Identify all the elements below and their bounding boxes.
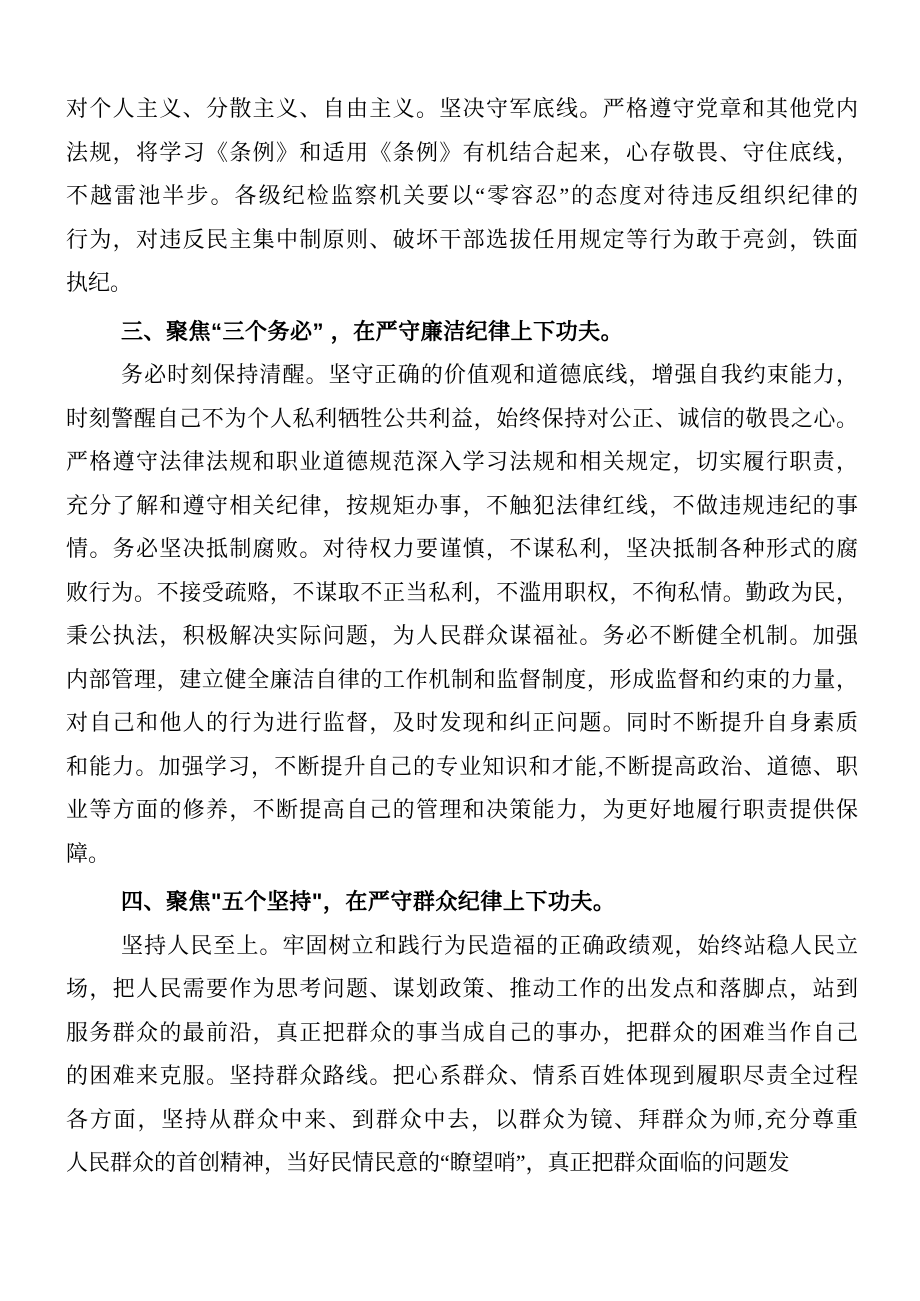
body-text-line: 人民群众的首创精神，当好民情民意的“瞭望哨”，真正把群众面临的问题发 [66,1150,790,1175]
body-text-line: 服务群众的最前沿，真正把群众的事当成自己的事办，把群众的困难当作自己 [66,1019,858,1045]
paragraph [66,353,858,875]
body-text-line: 各方面，坚持从群众中来、到群众中去，以群众为镜、拜群众为师,充分尊重 [66,1106,858,1132]
body-text-line: 败行为。不接受疏赂，不谋取不正当私利，不滥用职权，不徇私情。勤政为民， [66,579,858,605]
body-text-line: 和能力。加强学习，不断提升自己的专业知识和才能,不断提高政治、道德、职 [66,753,858,779]
body-text-line: 情。务必坚决抵制腐败。对待权力要谨慎，不谋私利，坚决抵制各种形式的腐 [66,536,858,561]
body-text-line: 时刻警醒自己不为个人私利牺牲公共利益，始终保持对公正、诚信的敬畏之心。 [66,405,858,431]
body-text-line: 务必时刻保持清醒。坚守正确的价值观和道德底线，增强自我约束能力， [121,362,858,387]
section-heading [66,310,858,354]
body-text-line: 对个人主义、分散主义、自由主义。坚决守军底线。严格遵守党章和其他党内 [66,96,858,121]
body-text-line: 坚持人民至上。牢固树立和践行为民造福的正确政绩观，始终站稳人民立 [121,932,858,958]
section-heading [66,880,858,924]
heading-text-line: 三、聚焦“三个务必” ，在严守廉洁纪律上下功夫。 [121,318,624,344]
body-text-line: 法规，将学习《条例》和适用《条例》有机结合起来，心存敬畏、守住底线， [66,139,858,165]
body-text-line: 不越雷池半步。各级纪检监察机关要以“零容忍”的态度对待违反组织纪律的 [66,183,858,208]
body-text-line: 行为，对违反民主集中制原则、破坏干部选拔任用规定等行为敢于亮剑，铁面 [66,226,858,252]
body-text-line: 充分了解和遵守相关纪律，按规矩办事，不触犯法律红线，不做违规违纪的事 [66,492,858,518]
body-text-line: 对自己和他人的行为进行监督，及时发现和纠正问题。同时不断提升自身素质 [66,710,858,735]
heading-text-line: 四、聚焦"五个坚持"，在严守群众纪律上下功夫。 [121,889,616,914]
body-text-line: 场，把人民需要作为思考问题、谋划政策、推动工作的出发点和落脚点，站到 [66,976,858,1001]
body-text-line: 障。 [66,840,111,866]
body-text-line: 的困难来克服。坚持群众路线。把心系群众、情系百姓体现到履职尽责全过程 [66,1063,858,1088]
body-text-line: 严格遵守法律法规和职业道德规范深入学习法规和相关规定，切实履行职责， [66,449,858,474]
body-text-line: 业等方面的修养，不断提高自己的管理和决策能力，为更好地履行职责提供保 [66,797,858,822]
paragraph [66,87,858,305]
body-text-line: 内部管理，建立健全廉洁自律的工作机制和监督制度，形成监督和约束的力量， [66,666,858,692]
document-content [66,87,858,1185]
body-text-line: 秉公执法，积极解决实际问题，为人民群众谋福祉。务必不断健全机制。加强 [66,623,858,648]
body-text-line: 执纪。 [66,270,133,295]
paragraph [66,924,858,1185]
